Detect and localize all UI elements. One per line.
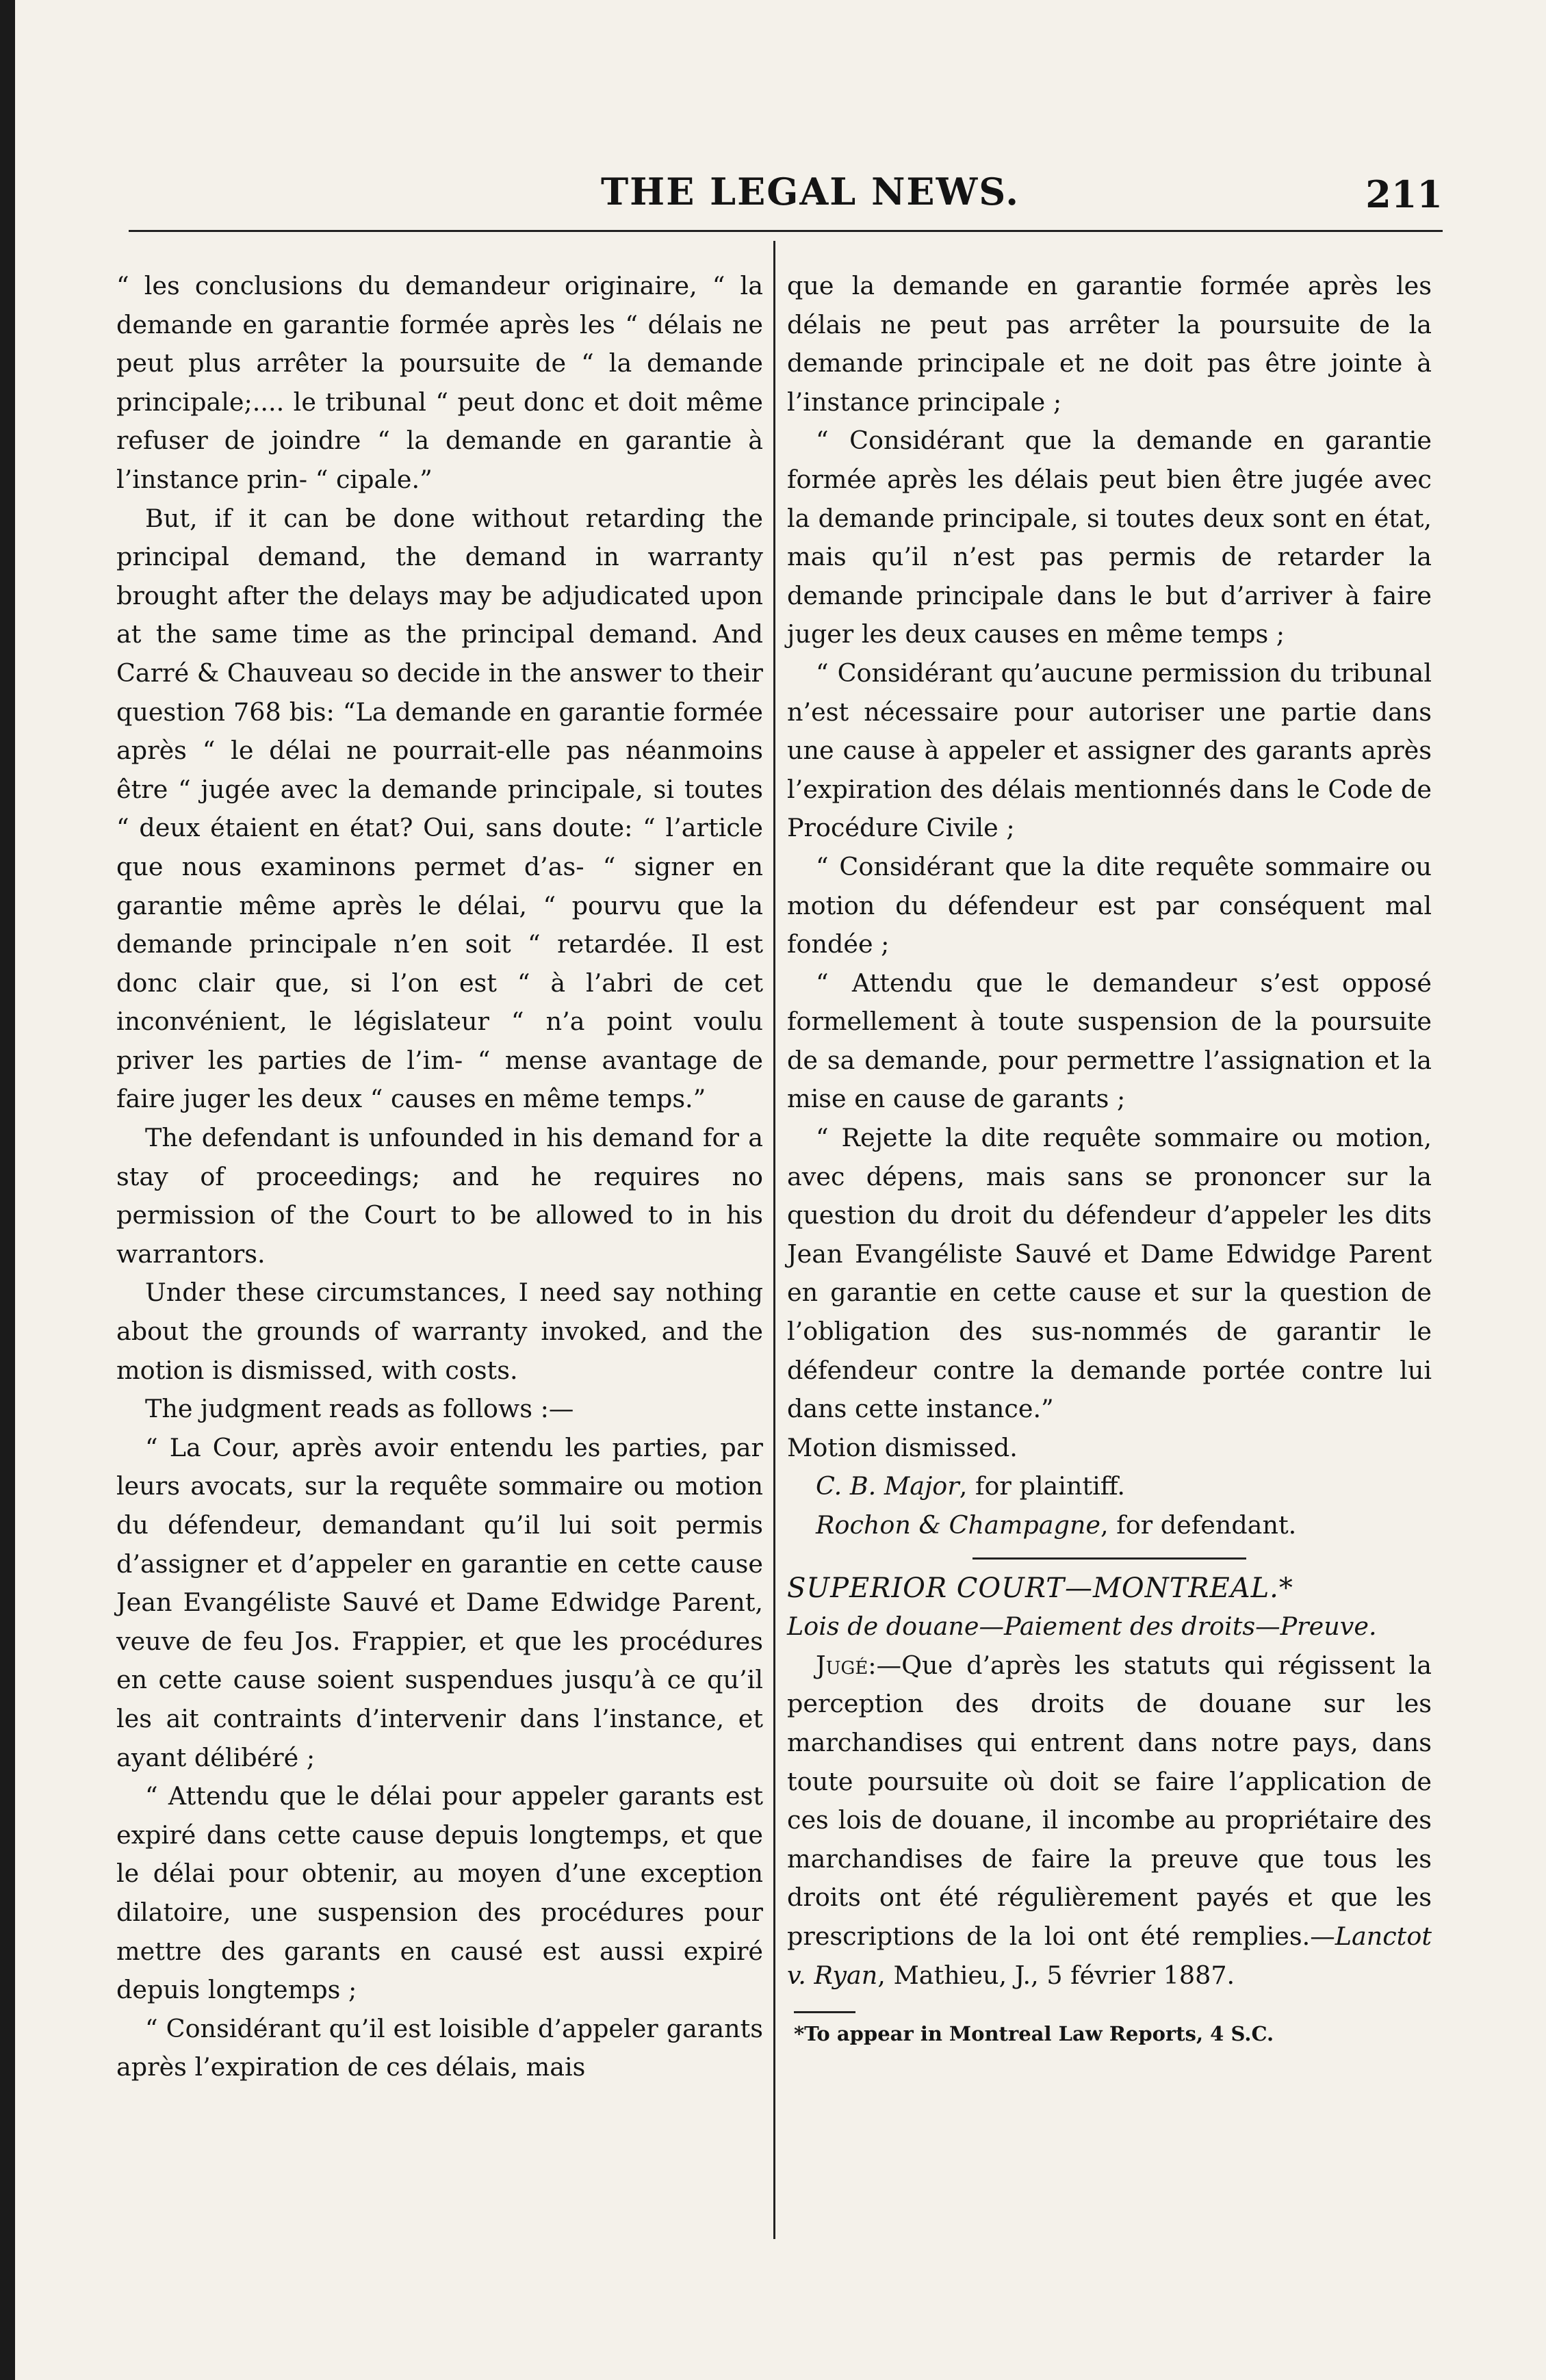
judgment-paragraph: “ Considérant que la demande en garantie formée après les délais peut bien être jugée avec la demande principale, si toutes deux sont en état, mais qu’il n’est pas permis de retarder la demande principale dans le but d’arriver à faire juger les deux causes en même temps ; xyxy=(787,426,1432,649)
court-heading: SUPERIOR COURT—MONTREAL.* xyxy=(787,1572,1293,1604)
judgment-paragraph: “ La Cour, après avoir entendu les parties, par leurs avocats, sur la requête sommaire ou motion du défendeur, demandant qu’il lui soit permis d’assigner et d’appeler en garantie en cette cause Jean Evangéliste Sauvé et Dame Edwidge Parent, veuve de feu Jos. Frappier, et que les procédures en cette cause soient suspendues jusqu’à ce qu’il les ait contraints d’intervenir dans l’instance, et ayant délibéré ; xyxy=(116,1432,763,1772)
decision-info: , Mathieu, J., 5 février 1887. xyxy=(877,1960,1235,1990)
holding-label: Jugé xyxy=(816,1650,868,1680)
header-rule xyxy=(129,230,1443,232)
disposition: Motion dismissed. xyxy=(787,1432,1018,1462)
holding-paragraph xyxy=(787,1646,1432,1995)
page-header xyxy=(129,170,1443,224)
quotation-paragraph: “ les conclusions du demandeur originaire, “ la demande en garantie formée après les “ délais ne peut plus arrêter la poursuite de “ la demande principale;.... le tribunal “ peut donc et doit même refuser de joindre “ la demande en garantie à l’instance prin- “ cipale.” xyxy=(116,271,763,494)
footnote: *To appear in Montreal Law Reports, 4 S.C. xyxy=(794,2022,1274,2046)
case-name: Lanctot v. Ryan xyxy=(787,1921,1432,1990)
counsel-role: , for defendant. xyxy=(1100,1510,1297,1540)
body-paragraph: But, if it can be done without retarding the principal demand, the demand in warranty brought after the delays may be adjudicated upon at the same time as the principal demand. And Carré & Chauveau so decide in the answer to their question 768 bis: “La demande en garantie formée après “ le délai ne pourrait-elle pas néanmoins être “ jugée avec la demande principale, si toutes “ deux étaient en état? Oui, sans doute: “ l’article que nous examinons permet d’as- “ signer en garantie même après le délai, “ pourvu que la demande principale n’en soit “ retardée. Il est donc clair que, si l’on est “ à l’abri de cet inconvénient, le législateur “ n’a point voulu priver les parties de l’im- “ mense avantage de faire juger les deux “ causes en même temps.” xyxy=(116,503,763,1114)
judgment-paragraph: “ Considérant qu’il est loisible d’appeler garants après l’expiration de ces délais, mais xyxy=(116,2013,763,2082)
section-rule xyxy=(972,1557,1246,1560)
judgment-paragraph: “ Attendu que le demandeur s’est opposé formellement à toute suspension de la poursuite de sa demande, pour permettre l’assignation et la mise en cause de garants ; xyxy=(787,968,1432,1114)
holding-text: :—Que d’après les statuts qui régissent la perception des droits de douane sur les marchandises qui entrent dans notre pays, dans toute poursuite où doit se faire l’application de ces lois de douane, il incombe au propriétaire des marchandises de faire la preuve que tous les droits ont été régulièrement payés et que les prescriptions de la loi ont été remplies.— xyxy=(787,1650,1432,1951)
counsel-name: Rochon & Champagne xyxy=(816,1510,1100,1540)
counsel-name: C. B. Major xyxy=(816,1471,959,1501)
body-paragraph: Under these circumstances, I need say nothing about the grounds of warranty invoked, and the motion is dismissed, with costs. xyxy=(116,1278,763,1385)
running-title: THE LEGAL NEWS. xyxy=(601,170,1020,214)
judgment-paragraph: que la demande en garantie formée après les délais ne peut pas arrêter la poursuite de la demande principale et ne doit pas être jointe à l’instance principale ; xyxy=(787,271,1432,417)
body-paragraph: The defendant is unfounded in his demand for a stay of proceedings; and he requires no permission of the Court to be allowed to in his warrantors. xyxy=(116,1123,763,1269)
left-column xyxy=(116,267,763,2087)
page-binding-edge xyxy=(0,0,15,2380)
body-paragraph: The judgment reads as follows :— xyxy=(145,1394,574,1424)
judgment-paragraph: “ Considérant qu’aucune permission du tribunal n’est nécessaire pour autoriser une partie dans une cause à appeler et assigner des garants après l’expiration des délais mentionnés dans le Code de Procédure Civile ; xyxy=(787,658,1432,843)
counsel-line xyxy=(787,1506,1432,1545)
column-divider xyxy=(773,241,775,2239)
page-number: 211 xyxy=(1365,172,1443,216)
judgment-paragraph: “ Rejette la dite requête sommaire ou motion, avec dépens, mais sans se prononcer sur la question du droit du défendeur d’appeler les dits Jean Evangéliste Sauvé et Dame Edwidge Parent en garantie en cette cause et sur la question de l’obligation des sus-nommés de garantir le défendeur contre la demande portée contre lui dans cette instance.” xyxy=(787,1123,1432,1424)
right-column xyxy=(787,267,1432,2049)
subject-line: Lois de douane—Paiement des droits—Preuve. xyxy=(787,1612,1377,1642)
counsel-line xyxy=(787,1467,1432,1506)
counsel-role: , for plaintiff. xyxy=(959,1471,1126,1501)
judgment-paragraph: “ Attendu que le délai pour appeler garants est expiré dans cette cause depuis longtemps, et que le délai pour obtenir, au moyen d’une exception dilatoire, une suspension des procédures pour mettre des garants en causé est aussi expiré depuis longtemps ; xyxy=(116,1781,763,2005)
footnote-rule xyxy=(794,2011,855,2013)
judgment-paragraph: “ Considérant que la dite requête sommaire ou motion du défendeur est par conséquent mal fondée ; xyxy=(787,851,1432,959)
